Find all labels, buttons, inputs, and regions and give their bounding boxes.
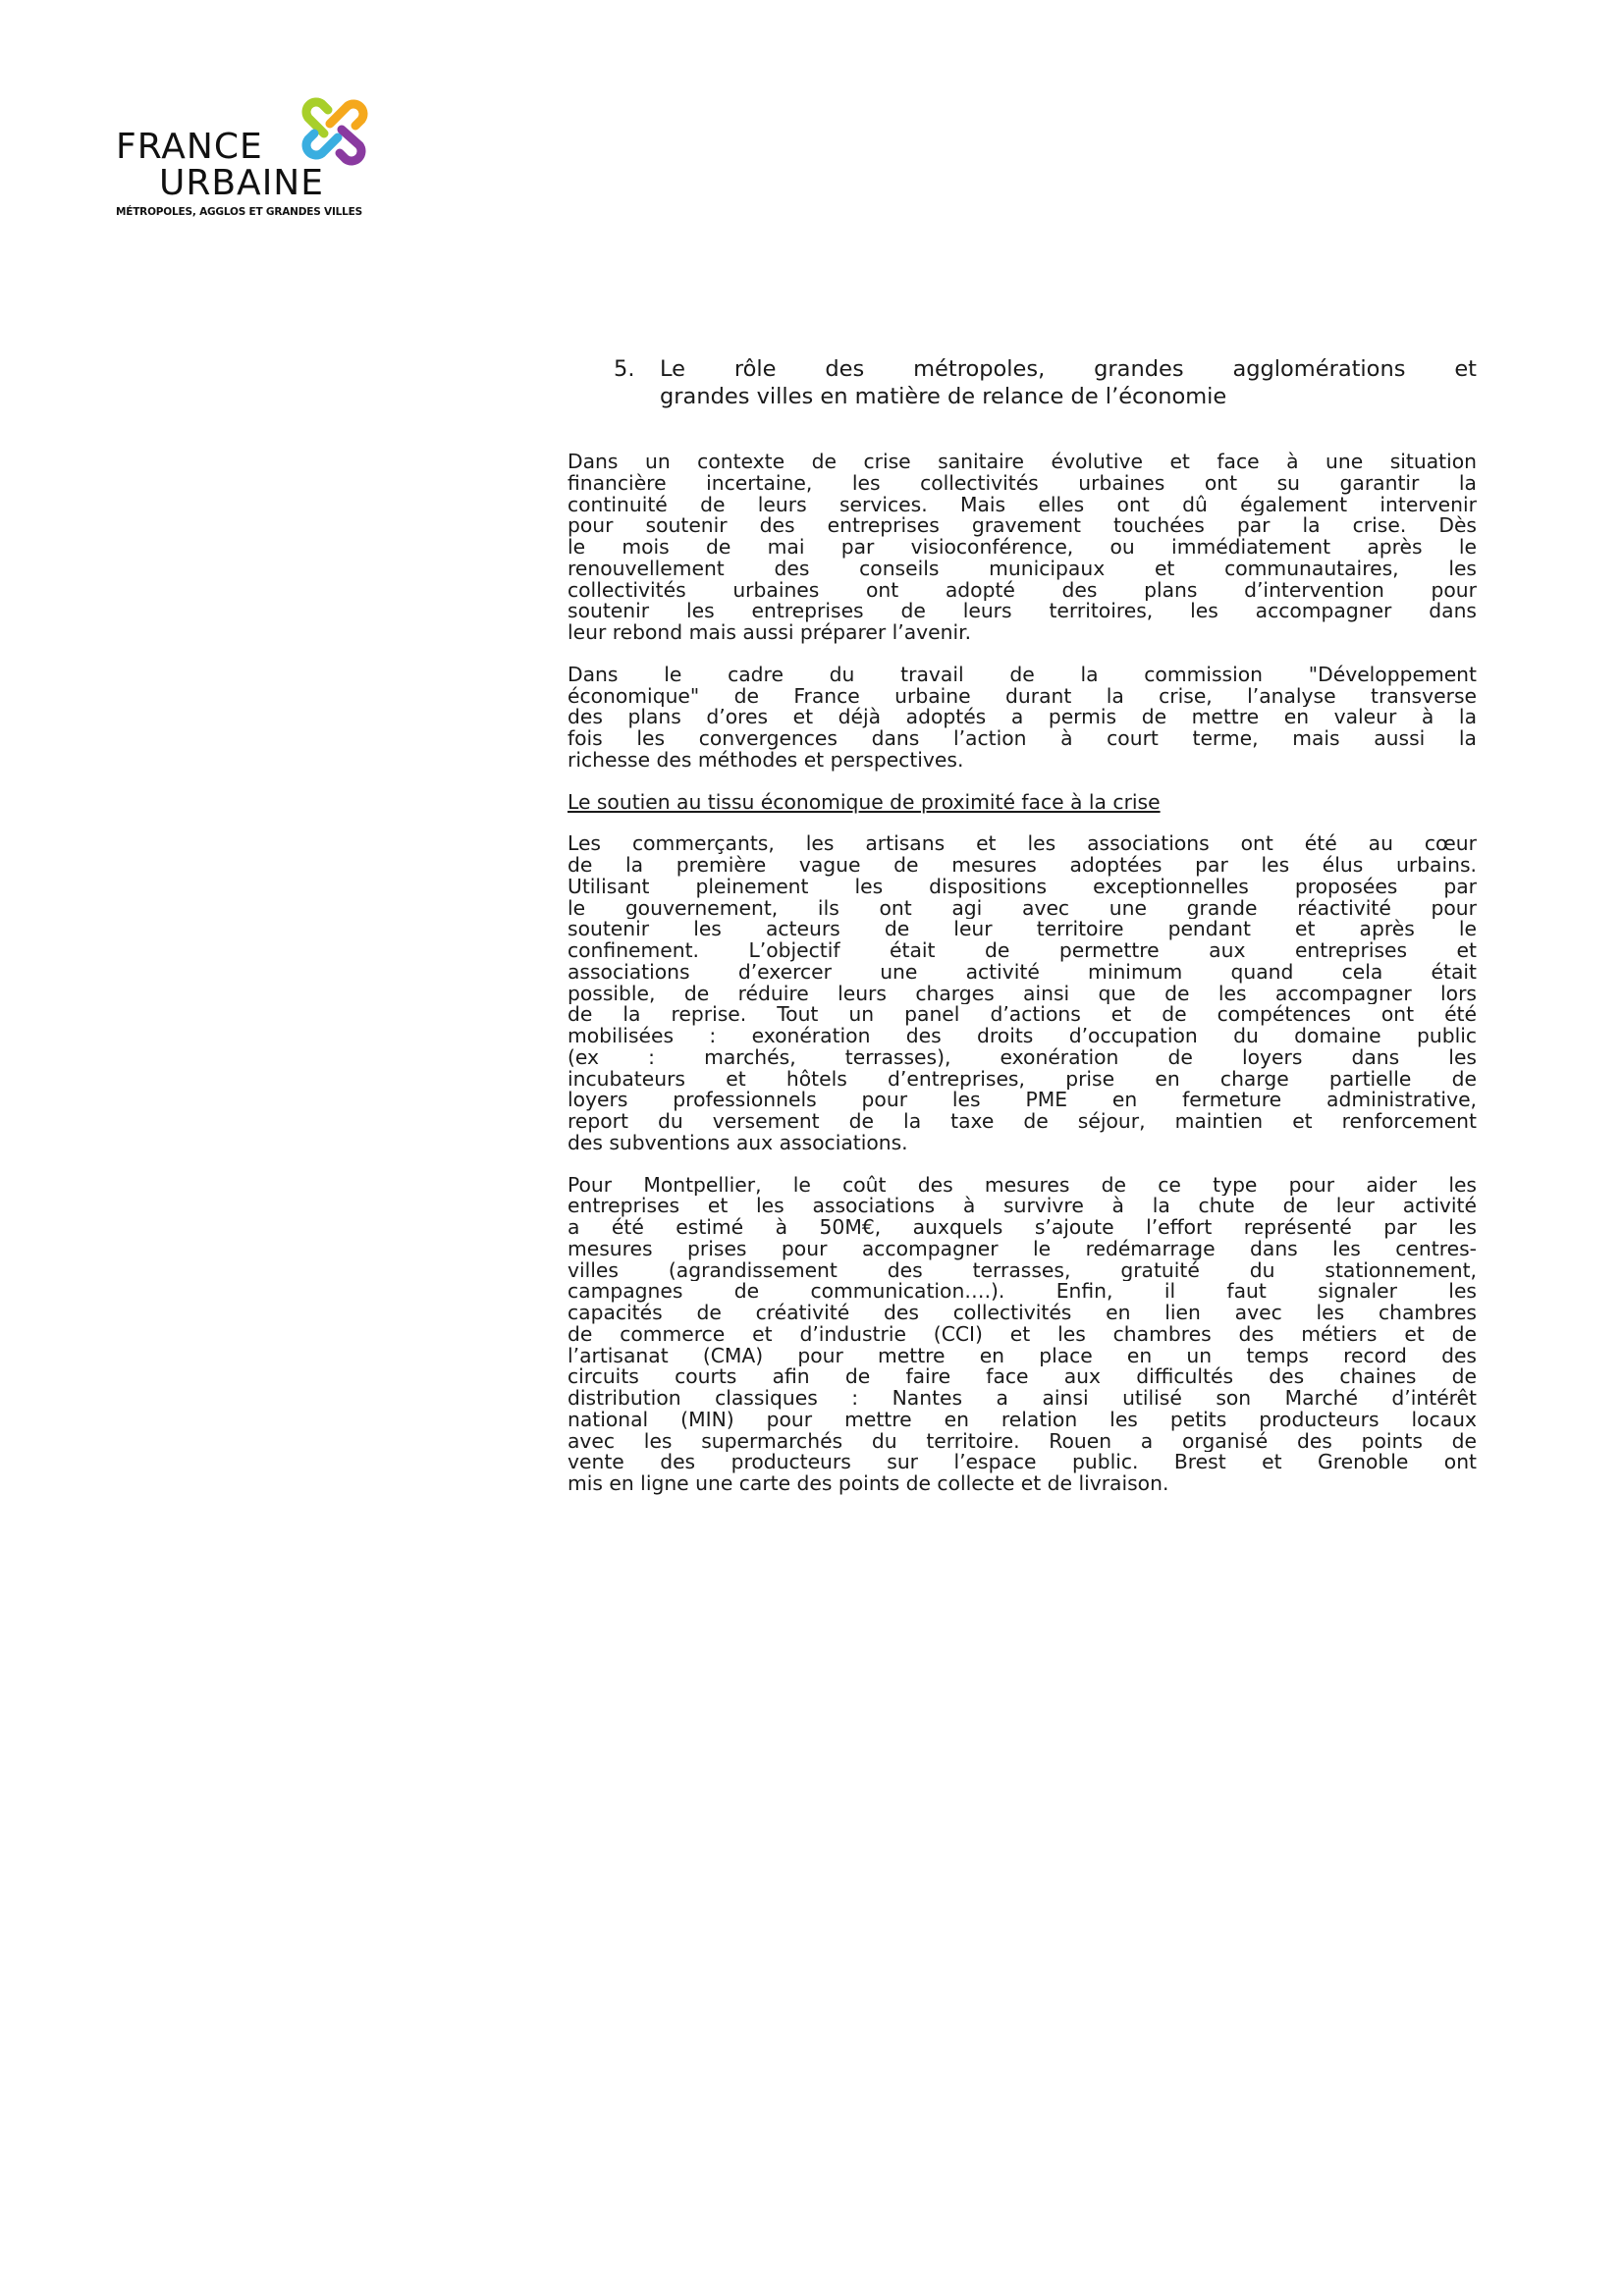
paragraph-commerces (568, 833, 1477, 1153)
text-line: économique" de France urbaine durant la crise, l’analyse transverse (568, 685, 1477, 708)
text-line: possible, de réduire leurs charges ainsi que de les accompagner lors (568, 983, 1477, 1005)
text-line: avec les supermarchés du territoire. Rouen a organisé des points de (568, 1430, 1477, 1453)
text-line: pour soutenir des entreprises gravement touchées par la crise. Dès (568, 515, 1477, 537)
text-line: villes (agrandissement des terrasses, gratuité du stationnement, (568, 1259, 1477, 1282)
logo-purple-hook (340, 130, 361, 161)
text-line: Pour Montpellier, le coût des mesures de ce type pour aider les (568, 1174, 1477, 1197)
section-number: 5. (614, 356, 635, 382)
logo-word-france: FRANCE (116, 127, 263, 167)
text-line: des plans d’ores et déjà adoptés a permis de mettre en valeur à la (568, 707, 1477, 728)
text-line: entreprises et les associations à survivre à la chute de leur activité (568, 1196, 1477, 1217)
text-line: loyers professionnels pour les PME en fermeture administrative, (568, 1090, 1477, 1111)
text-line: report du versement de la taxe de séjour, maintien et renforcement (568, 1111, 1477, 1133)
paragraph-commission (568, 665, 1477, 772)
logo-orange-hook (330, 104, 363, 126)
section-title-line: Le rôle des métropoles, grandes agglomérations et (660, 356, 1477, 382)
paragraph-montpellier (568, 1175, 1477, 1495)
text-line: Dans le cadre du travail de la commission "Développement (568, 664, 1477, 686)
text-line: collectivités urbaines ont adopté des plans d’intervention pour (568, 579, 1477, 602)
logo-green-hook (306, 102, 328, 133)
text-line: leur rebond mais aussi préparer l’avenir. (568, 622, 972, 644)
text-line: soutenir les entreprises de leurs territoires, les accompagner dans (568, 601, 1477, 622)
text-line: national (MIN) pour mettre en relation les petits producteurs locaux (568, 1409, 1477, 1431)
text-line: l’artisanat (CMA) pour mettre en place en un temps record des (568, 1345, 1477, 1367)
text-line: a été estimé à 50M€, auxquels s’ajoute l’effort représenté par les (568, 1217, 1477, 1239)
text-line: mobilisées : exonération des droits d’occupation du domaine public (568, 1026, 1477, 1047)
text-line: (ex : marchés, terrasses), exonération de loyers dans les (568, 1046, 1477, 1069)
text-line: campagnes de communication….). Enfin, il faut signaler les (568, 1281, 1477, 1303)
document-body (568, 355, 1477, 1495)
text-line: confinement. L’objectif était de permettre aux entreprises et (568, 940, 1477, 962)
text-line: le mois de mai par visioconférence, ou immédiatement après le (568, 537, 1477, 559)
text-line: renouvellement des conseils municipaux et communautaires, les (568, 558, 1477, 580)
text-line: circuits courts afin de faire face aux difficultés des chaines de (568, 1366, 1477, 1388)
text-line: le gouvernement, ils ont agi avec une grande réactivité pour (568, 897, 1477, 920)
text-line: soutenir les acteurs de leur territoire pendant et après le (568, 919, 1477, 940)
text-line: distribution classiques : Nantes a ainsi utilisé son Marché d’intérêt (568, 1388, 1477, 1410)
logo-tagline: MÉTROPOLES, AGGLOS ET GRANDES VILLES (116, 206, 362, 218)
logo-knot-icon (295, 94, 375, 169)
text-line: Utilisant pleinement les dispositions exceptionnelles proposées par (568, 876, 1477, 898)
text-line: capacités de créativité des collectivités en lien avec les chambres (568, 1303, 1477, 1324)
logo-word-urbaine: URBAINE (159, 163, 324, 203)
section-heading (568, 355, 1477, 410)
paragraph-intro (568, 452, 1477, 644)
text-line: fois les convergences dans l’action à court terme, mais aussi la (568, 728, 1477, 750)
text-line: mis en ligne une carte des points de collecte et de livraison. (568, 1473, 1169, 1495)
text-line: Dans un contexte de crise sanitaire évolutive et face à une situation (568, 452, 1477, 473)
text-line: de la reprise. Tout un panel d’actions et de compétences ont été (568, 1004, 1477, 1026)
text-line: richesse des méthodes et perspectives. (568, 749, 964, 772)
france-urbaine-logo (116, 94, 381, 232)
text-line: Les commerçants, les artisans et les associations ont été au cœur (568, 833, 1477, 855)
text-line: mesures prises pour accompagner le redémarrage dans les centres- (568, 1238, 1477, 1260)
section-title-line: grandes villes en matière de relance de l’économie (660, 384, 1227, 409)
subheading: Le soutien au tissu économique de proximité face à la crise (568, 789, 1161, 814)
text-line: associations d’exercer une activité minimum quand cela était (568, 961, 1477, 984)
text-line: des subventions aux associations. (568, 1132, 908, 1154)
text-line: de commerce et d’industrie (CCI) et les chambres des métiers et de (568, 1323, 1477, 1346)
text-line: continuité de leurs services. Mais elles ont dû également intervenir (568, 494, 1477, 516)
text-line: financière incertaine, les collectivités urbaines ont su garantir la (568, 472, 1477, 495)
text-line: de la première vague de mesures adoptées par les élus urbains. (568, 855, 1477, 877)
text-line: vente des producteurs sur l’espace public. Brest et Grenoble ont (568, 1452, 1477, 1473)
text-line: incubateurs et hôtels d’entreprises, prise en charge partielle de (568, 1068, 1477, 1091)
